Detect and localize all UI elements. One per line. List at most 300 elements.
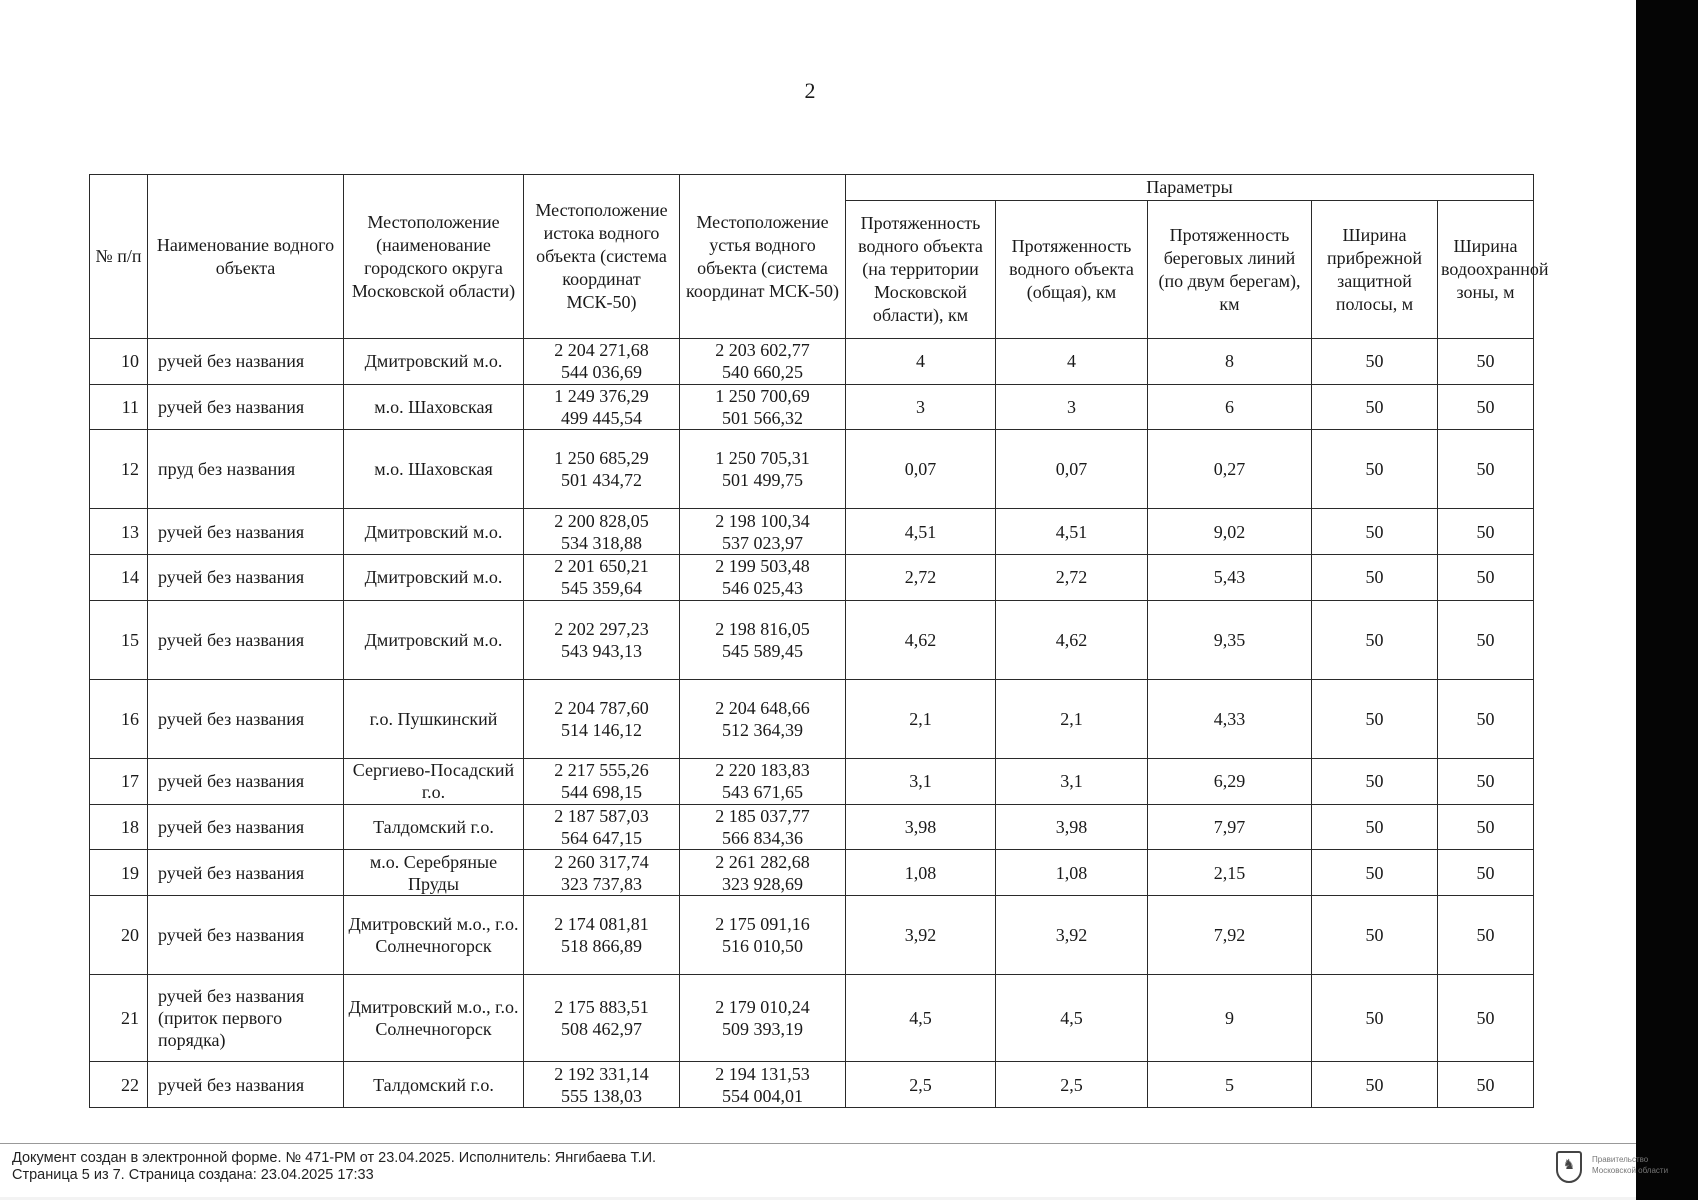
header-shore-length: Протяженность береговых линий (по двум берегам), км [1148, 201, 1312, 339]
protection-zone-width [1438, 555, 1534, 601]
coastal-strip-width [1312, 850, 1438, 896]
row-number-value: 13 [121, 521, 139, 542]
shore-length-value: 4,33 [1213, 708, 1246, 729]
row-number [90, 895, 148, 974]
source-coordinates [524, 339, 680, 385]
length-mo [846, 974, 996, 1061]
table-row [90, 1062, 1534, 1108]
row-number-value: 16 [121, 708, 139, 729]
shore-length [1148, 679, 1312, 758]
protection-zone-width-value: 50 [1476, 816, 1495, 837]
source-coordinates-value: 2 192 331,14 [554, 1063, 649, 1084]
table-row [90, 600, 1534, 679]
mouth-coordinates [680, 974, 846, 1061]
length-total-value: 3,1 [1060, 771, 1083, 792]
mouth-coordinates-value: 2 261 282,68 [715, 851, 810, 872]
length-total-value: 3,92 [1055, 924, 1088, 945]
object-name [148, 339, 344, 385]
protection-zone-width [1438, 1062, 1534, 1108]
mouth-coordinates [680, 804, 846, 850]
shore-length [1148, 430, 1312, 509]
object-location [344, 974, 524, 1061]
object-name-value: пруд без названия [158, 459, 296, 480]
protection-zone-width-value: 50 [1476, 521, 1495, 542]
row-number [90, 850, 148, 896]
logo-line-1: Правительство [1592, 1155, 1649, 1164]
length-total-value: 4,51 [1055, 521, 1088, 542]
table-row [90, 679, 1534, 758]
table-body [90, 339, 1534, 1108]
coastal-strip-width [1312, 600, 1438, 679]
row-number-value: 17 [121, 771, 139, 792]
coastal-strip-width [1312, 974, 1438, 1061]
length-mo-value: 4 [916, 351, 925, 372]
header-mouth: Местоположение устья водного объекта (система координат МСК-50) [680, 175, 846, 339]
mouth-coordinates [680, 339, 846, 385]
object-location [344, 509, 524, 555]
coastal-strip-width-value: 50 [1365, 567, 1384, 588]
mouth-coordinates-value: 323 928,69 [722, 873, 803, 894]
object-location-value: м.о. Серебряные Пруды [369, 851, 498, 894]
header-source: Местоположение истока водного объекта (система координат МСК-50) [524, 175, 680, 339]
object-location-value: Талдомский г.о. [373, 1074, 494, 1095]
coastal-strip-width [1312, 555, 1438, 601]
mouth-coordinates-value: 1 250 700,69 [715, 385, 810, 406]
length-mo [846, 509, 996, 555]
source-coordinates-value: 2 201 650,21 [554, 556, 649, 577]
row-number-value: 10 [121, 351, 139, 372]
source-coordinates-value: 323 737,83 [561, 873, 642, 894]
coastal-strip-width-value: 50 [1365, 351, 1384, 372]
mouth-coordinates-value: 2 198 816,05 [715, 618, 810, 639]
length-total [996, 850, 1148, 896]
mouth-coordinates-value: 509 393,19 [722, 1019, 803, 1040]
water-objects-table [89, 174, 1549, 1108]
source-coordinates [524, 804, 680, 850]
object-location [344, 758, 524, 804]
footer-line-2: Страница 5 из 7. Страница создана: 23.04.2025 17:33 [12, 1167, 374, 1183]
mouth-coordinates-value: 2 204 648,66 [715, 697, 810, 718]
source-coordinates-value: 2 202 297,23 [554, 618, 649, 639]
shore-length [1148, 804, 1312, 850]
protection-zone-width-value: 50 [1476, 924, 1495, 945]
source-coordinates-value: 501 434,72 [561, 470, 642, 491]
source-coordinates-value: 2 175 883,51 [554, 997, 649, 1018]
table-row [90, 804, 1534, 850]
length-mo-value: 4,51 [904, 521, 937, 542]
length-total-value: 0,07 [1055, 459, 1088, 480]
row-number-value: 19 [121, 862, 139, 883]
row-number-value: 12 [121, 459, 139, 480]
mouth-coordinates [680, 555, 846, 601]
length-mo [846, 895, 996, 974]
length-total [996, 430, 1148, 509]
length-mo-value: 3,1 [909, 771, 932, 792]
length-total-value: 1,08 [1055, 862, 1088, 883]
mouth-coordinates-value: 546 025,43 [722, 578, 803, 599]
length-mo [846, 555, 996, 601]
shore-length [1148, 384, 1312, 430]
mouth-coordinates-value: 2 203 602,77 [715, 340, 810, 361]
object-location-value: Сергиево-Посадский г.о. [352, 760, 515, 803]
source-coordinates-value: 2 204 271,68 [554, 340, 649, 361]
object-location-value: г.о. Пушкинский [369, 708, 498, 729]
header-num: № п/п [90, 175, 148, 339]
shore-length [1148, 758, 1312, 804]
shore-length [1148, 600, 1312, 679]
object-location [344, 679, 524, 758]
object-name-value: ручей без названия [158, 567, 305, 588]
table-row [90, 384, 1534, 430]
length-total-value: 2,5 [1060, 1074, 1083, 1095]
protection-zone-width [1438, 509, 1534, 555]
shore-length-value: 9,02 [1213, 521, 1246, 542]
coastal-strip-width [1312, 509, 1438, 555]
protection-zone-width-value: 50 [1476, 351, 1495, 372]
row-number [90, 804, 148, 850]
length-mo [846, 758, 996, 804]
object-name-value: ручей без названия [158, 816, 305, 837]
logo-line-2: Московской области [1592, 1166, 1669, 1175]
length-total-value: 3,98 [1055, 816, 1088, 837]
length-total [996, 384, 1148, 430]
mouth-coordinates-value: 2 220 183,83 [715, 760, 810, 781]
mouth-coordinates-value: 2 185 037,77 [715, 805, 810, 826]
row-number-value: 15 [121, 629, 139, 650]
header-coastal-strip: Ширина прибрежной защитной полосы, м [1312, 201, 1438, 339]
table-row [90, 850, 1534, 896]
object-name [148, 758, 344, 804]
object-name-value: ручей без названия (приток первого порядка) [158, 986, 305, 1051]
length-mo-value: 2,5 [909, 1074, 932, 1095]
length-mo [846, 384, 996, 430]
scan-edge-bar [1636, 0, 1698, 1200]
mouth-coordinates [680, 679, 846, 758]
object-name-value: ручей без названия [158, 629, 305, 650]
source-coordinates-value: 1 250 685,29 [554, 448, 649, 469]
source-coordinates [524, 974, 680, 1061]
length-total [996, 804, 1148, 850]
source-coordinates-value: 508 462,97 [561, 1019, 642, 1040]
protection-zone-width [1438, 600, 1534, 679]
length-mo-value: 3,92 [904, 924, 937, 945]
table-row [90, 339, 1534, 385]
mouth-coordinates-value: 554 004,01 [722, 1085, 803, 1106]
object-name [148, 850, 344, 896]
mouth-coordinates [680, 600, 846, 679]
mouth-coordinates-value: 2 179 010,24 [715, 997, 810, 1018]
government-logo-text [1592, 1154, 1668, 1176]
shore-length-value: 7,97 [1213, 816, 1246, 837]
header-location: Местоположение (наименование городского округа Московской области) [344, 175, 524, 339]
length-mo-value: 1,08 [904, 862, 937, 883]
coastal-strip-width-value: 50 [1365, 459, 1384, 480]
shore-length [1148, 895, 1312, 974]
shore-length-value: 7,92 [1213, 924, 1246, 945]
source-coordinates-value: 2 187 587,03 [554, 805, 649, 826]
object-name [148, 430, 344, 509]
row-number [90, 758, 148, 804]
object-name [148, 600, 344, 679]
shore-length-value: 9 [1225, 1008, 1234, 1029]
object-location-value: Дмитровский м.о. [364, 351, 503, 372]
object-name-value: ручей без названия [158, 396, 305, 417]
length-mo [846, 1062, 996, 1108]
length-total [996, 895, 1148, 974]
source-coordinates [524, 850, 680, 896]
row-number-value: 18 [121, 816, 139, 837]
protection-zone-width [1438, 339, 1534, 385]
shore-length [1148, 339, 1312, 385]
shore-length-value: 8 [1225, 351, 1234, 372]
object-location [344, 895, 524, 974]
length-mo-value: 4,62 [904, 629, 937, 650]
object-location-value: м.о. Шаховская [374, 396, 493, 417]
header-length-mo: Протяженность водного объекта (на территории Московской области), км [846, 201, 996, 339]
coastal-strip-width-value: 50 [1365, 1074, 1384, 1095]
mouth-coordinates-value: 2 198 100,34 [715, 510, 810, 531]
source-coordinates-value: 514 146,12 [561, 719, 642, 740]
object-name [148, 895, 344, 974]
source-coordinates [524, 384, 680, 430]
protection-zone-width-value: 50 [1476, 1074, 1495, 1095]
coat-of-arms-icon: ♞ [1556, 1151, 1582, 1183]
source-coordinates-value: 534 318,88 [561, 532, 642, 553]
shore-length-value: 0,27 [1213, 459, 1246, 480]
row-number-value: 20 [121, 924, 139, 945]
coastal-strip-width-value: 50 [1365, 924, 1384, 945]
source-coordinates [524, 430, 680, 509]
footer [12, 1150, 656, 1184]
source-coordinates-value: 518 866,89 [561, 935, 642, 956]
mouth-coordinates-value: 545 589,45 [722, 640, 803, 661]
shore-length-value: 5 [1225, 1074, 1234, 1095]
shore-length-value: 9,35 [1213, 629, 1246, 650]
length-mo-value: 0,07 [904, 459, 937, 480]
table-row [90, 509, 1534, 555]
protection-zone-width [1438, 850, 1534, 896]
object-location [344, 339, 524, 385]
object-location-value: Дмитровский м.о. [364, 629, 503, 650]
shore-length [1148, 1062, 1312, 1108]
length-total [996, 1062, 1148, 1108]
source-coordinates-value: 564 647,15 [561, 827, 642, 848]
length-total [996, 555, 1148, 601]
source-coordinates [524, 679, 680, 758]
object-name [148, 555, 344, 601]
coastal-strip-width-value: 50 [1365, 396, 1384, 417]
source-coordinates [524, 758, 680, 804]
source-coordinates [524, 1062, 680, 1108]
object-location-value: Дмитровский м.о. [364, 521, 503, 542]
object-location-value: Талдомский г.о. [373, 816, 494, 837]
mouth-coordinates-value: 543 671,65 [722, 782, 803, 803]
object-name-value: ручей без названия [158, 924, 305, 945]
shore-length [1148, 555, 1312, 601]
footer-divider [0, 1143, 1636, 1144]
row-number [90, 679, 148, 758]
source-coordinates-value: 555 138,03 [561, 1085, 642, 1106]
row-number-value: 11 [121, 396, 139, 417]
row-number [90, 974, 148, 1061]
shore-length-value: 2,15 [1213, 862, 1246, 883]
row-number-value: 14 [121, 567, 139, 588]
coastal-strip-width [1312, 1062, 1438, 1108]
length-total-value: 2,1 [1060, 708, 1083, 729]
protection-zone-width [1438, 384, 1534, 430]
object-location-value: Дмитровский м.о., г.о. Солнечногорск [348, 913, 519, 956]
protection-zone-width-value: 50 [1476, 459, 1495, 480]
object-name [148, 384, 344, 430]
coastal-strip-width-value: 50 [1365, 1008, 1384, 1029]
length-total-value: 4 [1067, 351, 1076, 372]
mouth-coordinates-value: 501 566,32 [722, 407, 803, 428]
object-location-value: Дмитровский м.о. [364, 567, 503, 588]
object-location [344, 555, 524, 601]
shore-length [1148, 850, 1312, 896]
length-mo [846, 430, 996, 509]
length-total [996, 974, 1148, 1061]
table-row [90, 974, 1534, 1061]
row-number [90, 430, 148, 509]
object-name-value: ручей без названия [158, 1074, 305, 1095]
row-number [90, 555, 148, 601]
protection-zone-width [1438, 430, 1534, 509]
protection-zone-width-value: 50 [1476, 1008, 1495, 1029]
row-number [90, 509, 148, 555]
mouth-coordinates [680, 1062, 846, 1108]
object-location [344, 1062, 524, 1108]
mouth-coordinates [680, 758, 846, 804]
length-total-value: 4,5 [1060, 1008, 1083, 1029]
coastal-strip-width [1312, 430, 1438, 509]
length-mo-value: 2,1 [909, 708, 932, 729]
length-mo [846, 804, 996, 850]
row-number [90, 600, 148, 679]
object-location-value: Дмитровский м.о., г.о. Солнечногорск [348, 997, 519, 1040]
object-location [344, 384, 524, 430]
source-coordinates-value: 1 249 376,29 [554, 385, 649, 406]
length-mo-value: 4,5 [909, 1008, 932, 1029]
protection-zone-width-value: 50 [1476, 708, 1495, 729]
protection-zone-width [1438, 758, 1534, 804]
coastal-strip-width [1312, 804, 1438, 850]
length-mo [846, 339, 996, 385]
length-mo [846, 679, 996, 758]
mouth-coordinates-value: 2 194 131,53 [715, 1063, 810, 1084]
protection-zone-width-value: 50 [1476, 771, 1495, 792]
source-coordinates-value: 2 174 081,81 [554, 913, 649, 934]
object-location [344, 850, 524, 896]
row-number [90, 384, 148, 430]
object-name-value: ручей без названия [158, 351, 305, 372]
page-number: 2 [804, 78, 816, 103]
row-number-value: 22 [121, 1074, 139, 1095]
header-name: Наименование водного объекта [148, 175, 344, 339]
object-name [148, 974, 344, 1061]
source-coordinates-value: 545 359,64 [561, 578, 642, 599]
coastal-strip-width-value: 50 [1365, 708, 1384, 729]
protection-zone-width-value: 50 [1476, 629, 1495, 650]
object-name [148, 509, 344, 555]
coastal-strip-width-value: 50 [1365, 771, 1384, 792]
length-total [996, 339, 1148, 385]
source-coordinates-value: 2 204 787,60 [554, 697, 649, 718]
shore-length-value: 5,43 [1213, 567, 1246, 588]
object-name-value: ручей без названия [158, 708, 305, 729]
coastal-strip-width [1312, 339, 1438, 385]
length-total [996, 600, 1148, 679]
table-row [90, 430, 1534, 509]
coastal-strip-width-value: 50 [1365, 862, 1384, 883]
mouth-coordinates-value: 566 834,36 [722, 827, 803, 848]
mouth-coordinates-value: 2 175 091,16 [715, 913, 810, 934]
object-name-value: ручей без названия [158, 521, 305, 542]
object-location [344, 430, 524, 509]
row-number [90, 1062, 148, 1108]
source-coordinates [524, 509, 680, 555]
mouth-coordinates-value: 1 250 705,31 [715, 448, 810, 469]
table-row [90, 555, 1534, 601]
length-mo-value: 3 [916, 396, 925, 417]
mouth-coordinates-value: 512 364,39 [722, 719, 803, 740]
table-row [90, 895, 1534, 974]
source-coordinates-value: 2 260 317,74 [554, 851, 649, 872]
object-name [148, 804, 344, 850]
protection-zone-width [1438, 804, 1534, 850]
shore-length [1148, 974, 1312, 1061]
protection-zone-width [1438, 679, 1534, 758]
source-coordinates-value: 2 200 828,05 [554, 510, 649, 531]
protection-zone-width-value: 50 [1476, 567, 1495, 588]
shore-length-value: 6,29 [1213, 771, 1246, 792]
mouth-coordinates-value: 501 499,75 [722, 470, 803, 491]
protection-zone-width-value: 50 [1476, 862, 1495, 883]
source-coordinates-value: 499 445,54 [561, 407, 642, 428]
coastal-strip-width [1312, 758, 1438, 804]
row-number-value: 21 [121, 1008, 139, 1029]
mouth-coordinates [680, 895, 846, 974]
length-mo [846, 850, 996, 896]
source-coordinates [524, 895, 680, 974]
length-total-value: 2,72 [1055, 567, 1088, 588]
protection-zone-width [1438, 974, 1534, 1061]
coastal-strip-width-value: 50 [1365, 816, 1384, 837]
object-name-value: ручей без названия [158, 771, 305, 792]
header-protection-zone: Ширина водоохранной зоны, м [1438, 201, 1534, 339]
source-coordinates-value: 543 943,13 [561, 640, 642, 661]
length-total-value: 3 [1067, 396, 1076, 417]
mouth-coordinates-value: 540 660,25 [722, 362, 803, 383]
protection-zone-width [1438, 895, 1534, 974]
length-mo-value: 3,98 [904, 816, 937, 837]
coastal-strip-width [1312, 895, 1438, 974]
mouth-coordinates [680, 430, 846, 509]
row-number [90, 339, 148, 385]
coastal-strip-width-value: 50 [1365, 629, 1384, 650]
object-location-value: м.о. Шаховская [374, 459, 493, 480]
length-mo [846, 600, 996, 679]
length-mo-value: 2,72 [904, 567, 937, 588]
coastal-strip-width-value: 50 [1365, 521, 1384, 542]
shore-length [1148, 509, 1312, 555]
mouth-coordinates [680, 509, 846, 555]
mouth-coordinates-value: 2 199 503,48 [715, 556, 810, 577]
source-coordinates-value: 544 698,15 [561, 782, 642, 803]
object-name [148, 1062, 344, 1108]
mouth-coordinates [680, 384, 846, 430]
header-params: Параметры [846, 175, 1534, 201]
